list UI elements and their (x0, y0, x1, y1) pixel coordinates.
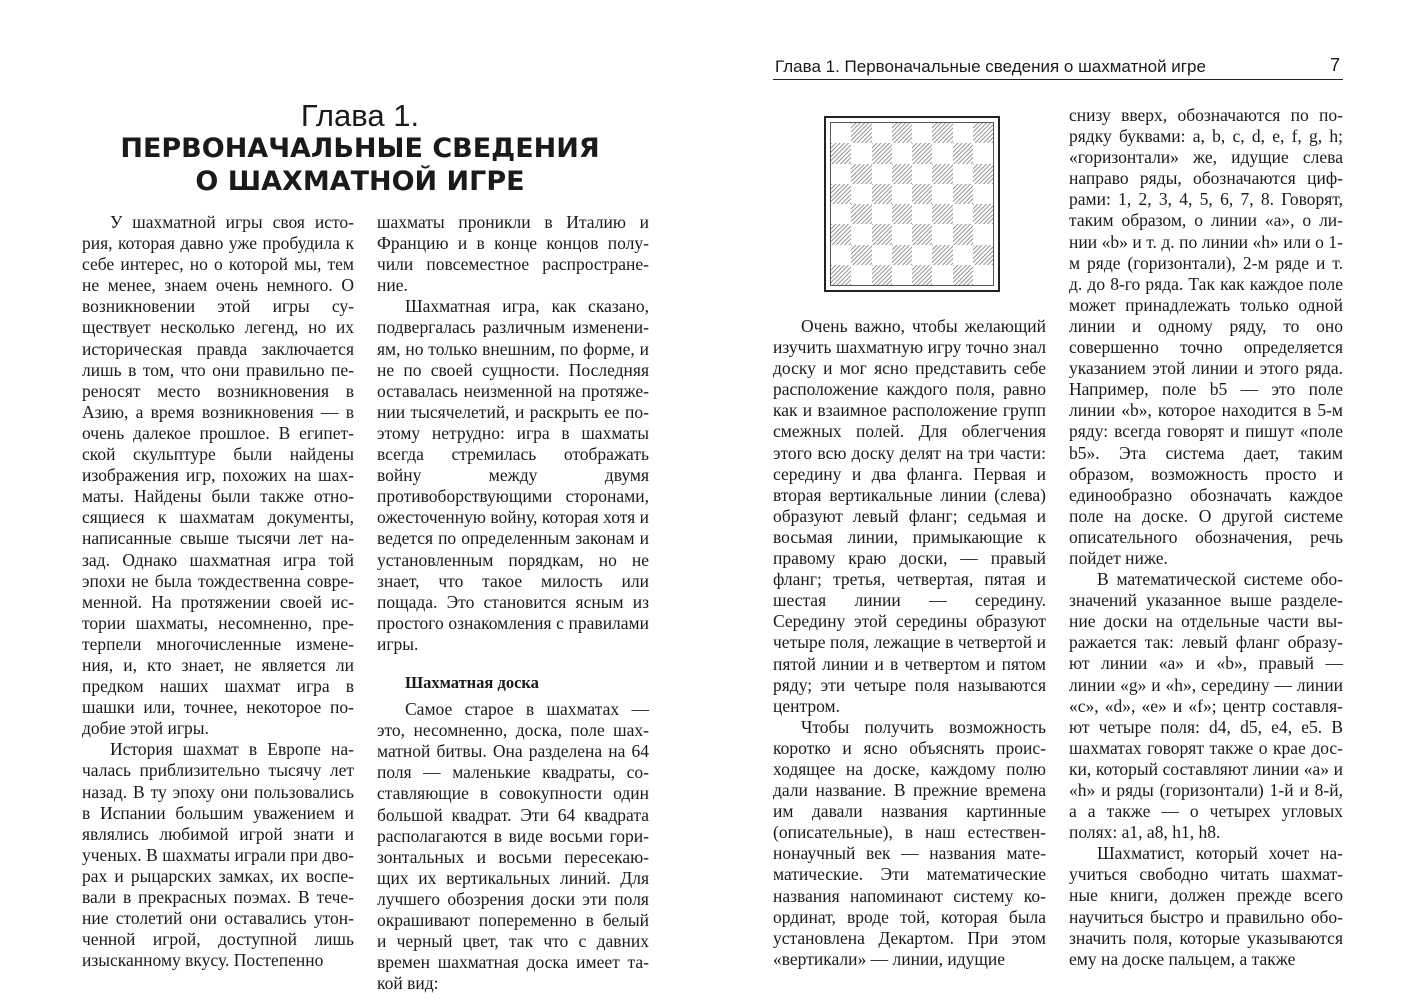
dark-square (851, 204, 871, 224)
light-square (932, 184, 952, 204)
light-square (932, 265, 952, 285)
light-square (912, 204, 932, 224)
light-square (872, 204, 892, 224)
dark-square (912, 265, 932, 285)
dark-square (973, 204, 993, 224)
dark-square (831, 143, 851, 163)
chessboard-grid (830, 122, 994, 286)
light-square (973, 184, 993, 204)
dark-square (872, 143, 892, 163)
section-heading: Шахматная доска (405, 672, 539, 692)
light-square (912, 123, 932, 143)
dark-square (932, 164, 952, 184)
dark-square (932, 204, 952, 224)
dark-square (953, 265, 973, 285)
chapter-number: Глава 1. (300, 98, 420, 133)
light-square (892, 224, 912, 244)
dark-square (973, 245, 993, 265)
light-square (831, 245, 851, 265)
dark-square (872, 265, 892, 285)
light-square (851, 224, 871, 244)
running-head-title: Глава 1. Первоначальные сведения о шахматной игре (775, 57, 1206, 76)
light-square (872, 245, 892, 265)
chapter-title-line-1: ПЕРВОНАЧАЛЬНЫЕ СВЕДЕНИЯ (120, 133, 600, 164)
light-square (892, 184, 912, 204)
dark-square (851, 164, 871, 184)
dark-square (892, 123, 912, 143)
light-square (892, 265, 912, 285)
right-page-column-1 (773, 316, 1046, 970)
paragraph: Самое старое в шахматах — это, несомненно, доска, поле шахматной битвы. Она разделена на 64 поля — маленькие квадраты, составляющие в совокупности один большой квадрат. Эти 64 квадрата располагаются в виде восьми горизонтальных и восьми пересекающих их вертикальных линий. Для лучшего обозрения доски эти поля окрашивают попеременно в белый и черный цвет, так что с давних времен шахматная доска имеет такой вид: (377, 699, 649, 994)
running-head (773, 55, 1343, 80)
dark-square (892, 245, 912, 265)
paragraph: В математической системе обозначений указанное выше разделение доски на отдельные части выражается так: левый фланг образуют линии «a» и «b», правый — линии «g» и «h», середину — линии «c», «d», «e» и «f»; центр составляют четыре поля: d4, d5, e4, e5. В шахматах говорят также о крае доски, который составляют линии «a» и «h» и ряды (горизонтали) 1-й и 8-й, а а также — о четырех угловых полях: a1, a8, h1, h8. (1069, 569, 1343, 843)
dark-square (973, 123, 993, 143)
dark-square (953, 224, 973, 244)
page-number: 7 (1329, 55, 1340, 75)
paragraph: снизу вверх, обозначаются по порядку буквами: a, b, c, d, e, f, g, h; «горизонтали» же, идущие слева направо ряды, обозначаются цифрами: 1, 2, 3, 4, 5, 6, 7, 8. Говорят, таким образом, о линии «a», о линии «b» и т. д. по линии «h» или о 1-м ряде (горизонтали), 2-м ряде и т. д. до 8-го ряда. Так как каждое поле может принадлежать только одной линии и одному ряду, то оно совершенно точно определяется указанием этой линии и этого ряда. Например, поле b5 — это поле линии «b», которое находится в 5-м ряду: всегда говорят и пишут «поле b5». Эта система дает, таким образом, возможность просто и единообразно обозначать каждое поле на доске. О другой системе описательного обозначения, речь пойдет ниже. (1069, 105, 1343, 568)
dark-square (912, 143, 932, 163)
dark-square (953, 184, 973, 204)
dark-square (932, 123, 952, 143)
dark-square (851, 245, 871, 265)
paragraph: Чтобы получить возможность коротко и ясно объяснять происходящее на доске, каждому полю дали название. В прежние времена им давали названия картинные (описательные), в наш естественнонаучный век — названия математические. Эти математические названия напоминают систему координат, вроде той, которая была установлена Декартом. При этом «вертикали» — линии, идущие (773, 716, 1046, 969)
chapter-title (90, 132, 630, 198)
dark-square (912, 224, 932, 244)
light-square (851, 143, 871, 163)
light-square (953, 204, 973, 224)
dark-square (892, 164, 912, 184)
dark-square (953, 143, 973, 163)
light-square (953, 123, 973, 143)
light-square (932, 143, 952, 163)
left-page-column-2 (377, 212, 649, 994)
paragraph: Очень важно, чтобы желающий изучить шахматную игру точно знал доску и мог ясно представить себе расположение каждого поля, равно как и взаимное расположение групп смежных полей. Для облегчения этого всю доску делят на три части: середину и два фланга. Первая и вторая вертикальные линии (слева) образуют левый фланг; седьмая и восьмая линии, примыкающие к правому краю доски, — правый фланг; третья, четвертая, пятая и шестая линии — середину. Середину этой середины образуют четыре поля, лежащие в четвертой и пятой линии и в четвертом и пятом ряду; эти четыре поля называются центром. (773, 316, 1046, 716)
paragraph: Шахматная игра, как сказано, подвергалась различным изменениям, но только внешним, по форме, и не по своей сущности. Последняя оставалась неизменной на протяжении тысячелетий, и раскрыть ее поэтому нетрудно: игра в шахматы всегда стремилась отображать войну между двумя противоборствующими сторонами, ожесточенную войну, которая хотя и ведется по определенным законам и установленным порядкам, но не знает, что такое милость или пощада. Это становится ясным из простого ознакомления с правилами игры. (377, 296, 649, 654)
chessboard-diagram (824, 116, 1000, 292)
paragraph: шахматы проникли в Италию и Францию и в конце концов получили повсеместное распространение. (377, 212, 649, 296)
dark-square (872, 224, 892, 244)
dark-square (973, 164, 993, 184)
light-square (973, 224, 993, 244)
dark-square (932, 245, 952, 265)
right-page-column-2 (1069, 105, 1343, 970)
light-square (831, 164, 851, 184)
light-square (973, 143, 993, 163)
light-square (851, 184, 871, 204)
light-square (973, 265, 993, 285)
paragraph: У шахматной игры своя история, которая давно уже пробудила к себе интерес, но о которой мы, тем не менее, знаем очень немного. О возникновении этой игры существует несколько легенд, но их историческая правда заключается лишь в том, что они правильно переносят место возникновения в Азию, а время возникновения — в очень далекое прошлое. В египетской скульптуре были найдены изображения игр, похожих на шахматы. Найдены были также относящиеся к шахматам документы, написанные свыше тысячи лет назад. Однако шахматная игра той эпохи не была тождественна современной. На протяжении своей истории шахматы, несомненно, претерпели многочисленные изменения, и, кто знает, не является ли предком наших шахмат игра в шашки или, точнее, некоторое подобие этой игры. (82, 212, 354, 739)
dark-square (831, 184, 851, 204)
chapter-title-line-2: О ШАХМАТНОЙ ИГРЕ (195, 166, 525, 197)
light-square (912, 245, 932, 265)
light-square (831, 204, 851, 224)
left-page-column-1 (82, 212, 354, 971)
paragraph: Шахматист, который хочет научиться свободно читать шахматные книги, должен прежде всего научиться быстро и правильно обозначить поля, которые указываются ему на доске пальцем, а также (1069, 843, 1343, 969)
light-square (912, 164, 932, 184)
dark-square (892, 204, 912, 224)
light-square (872, 164, 892, 184)
light-square (953, 245, 973, 265)
light-square (932, 224, 952, 244)
dark-square (912, 184, 932, 204)
light-square (953, 164, 973, 184)
dark-square (831, 265, 851, 285)
dark-square (872, 184, 892, 204)
light-square (872, 123, 892, 143)
light-square (851, 265, 871, 285)
paragraph: История шахмат в Европе началась приблизительно тысячу лет назад. В ту эпоху они пользовались в Испании большим уважением и являлись любимой игрой знати и ученых. В шахматы играли при дворах и рыцарских замках, их воспевали в прекрасных поэмах. В течение столетий они оставались утонченной игрой, доступной лишь изысканному вкусу. Постепенно (82, 739, 354, 971)
light-square (831, 123, 851, 143)
dark-square (831, 224, 851, 244)
light-square (892, 143, 912, 163)
dark-square (851, 123, 871, 143)
